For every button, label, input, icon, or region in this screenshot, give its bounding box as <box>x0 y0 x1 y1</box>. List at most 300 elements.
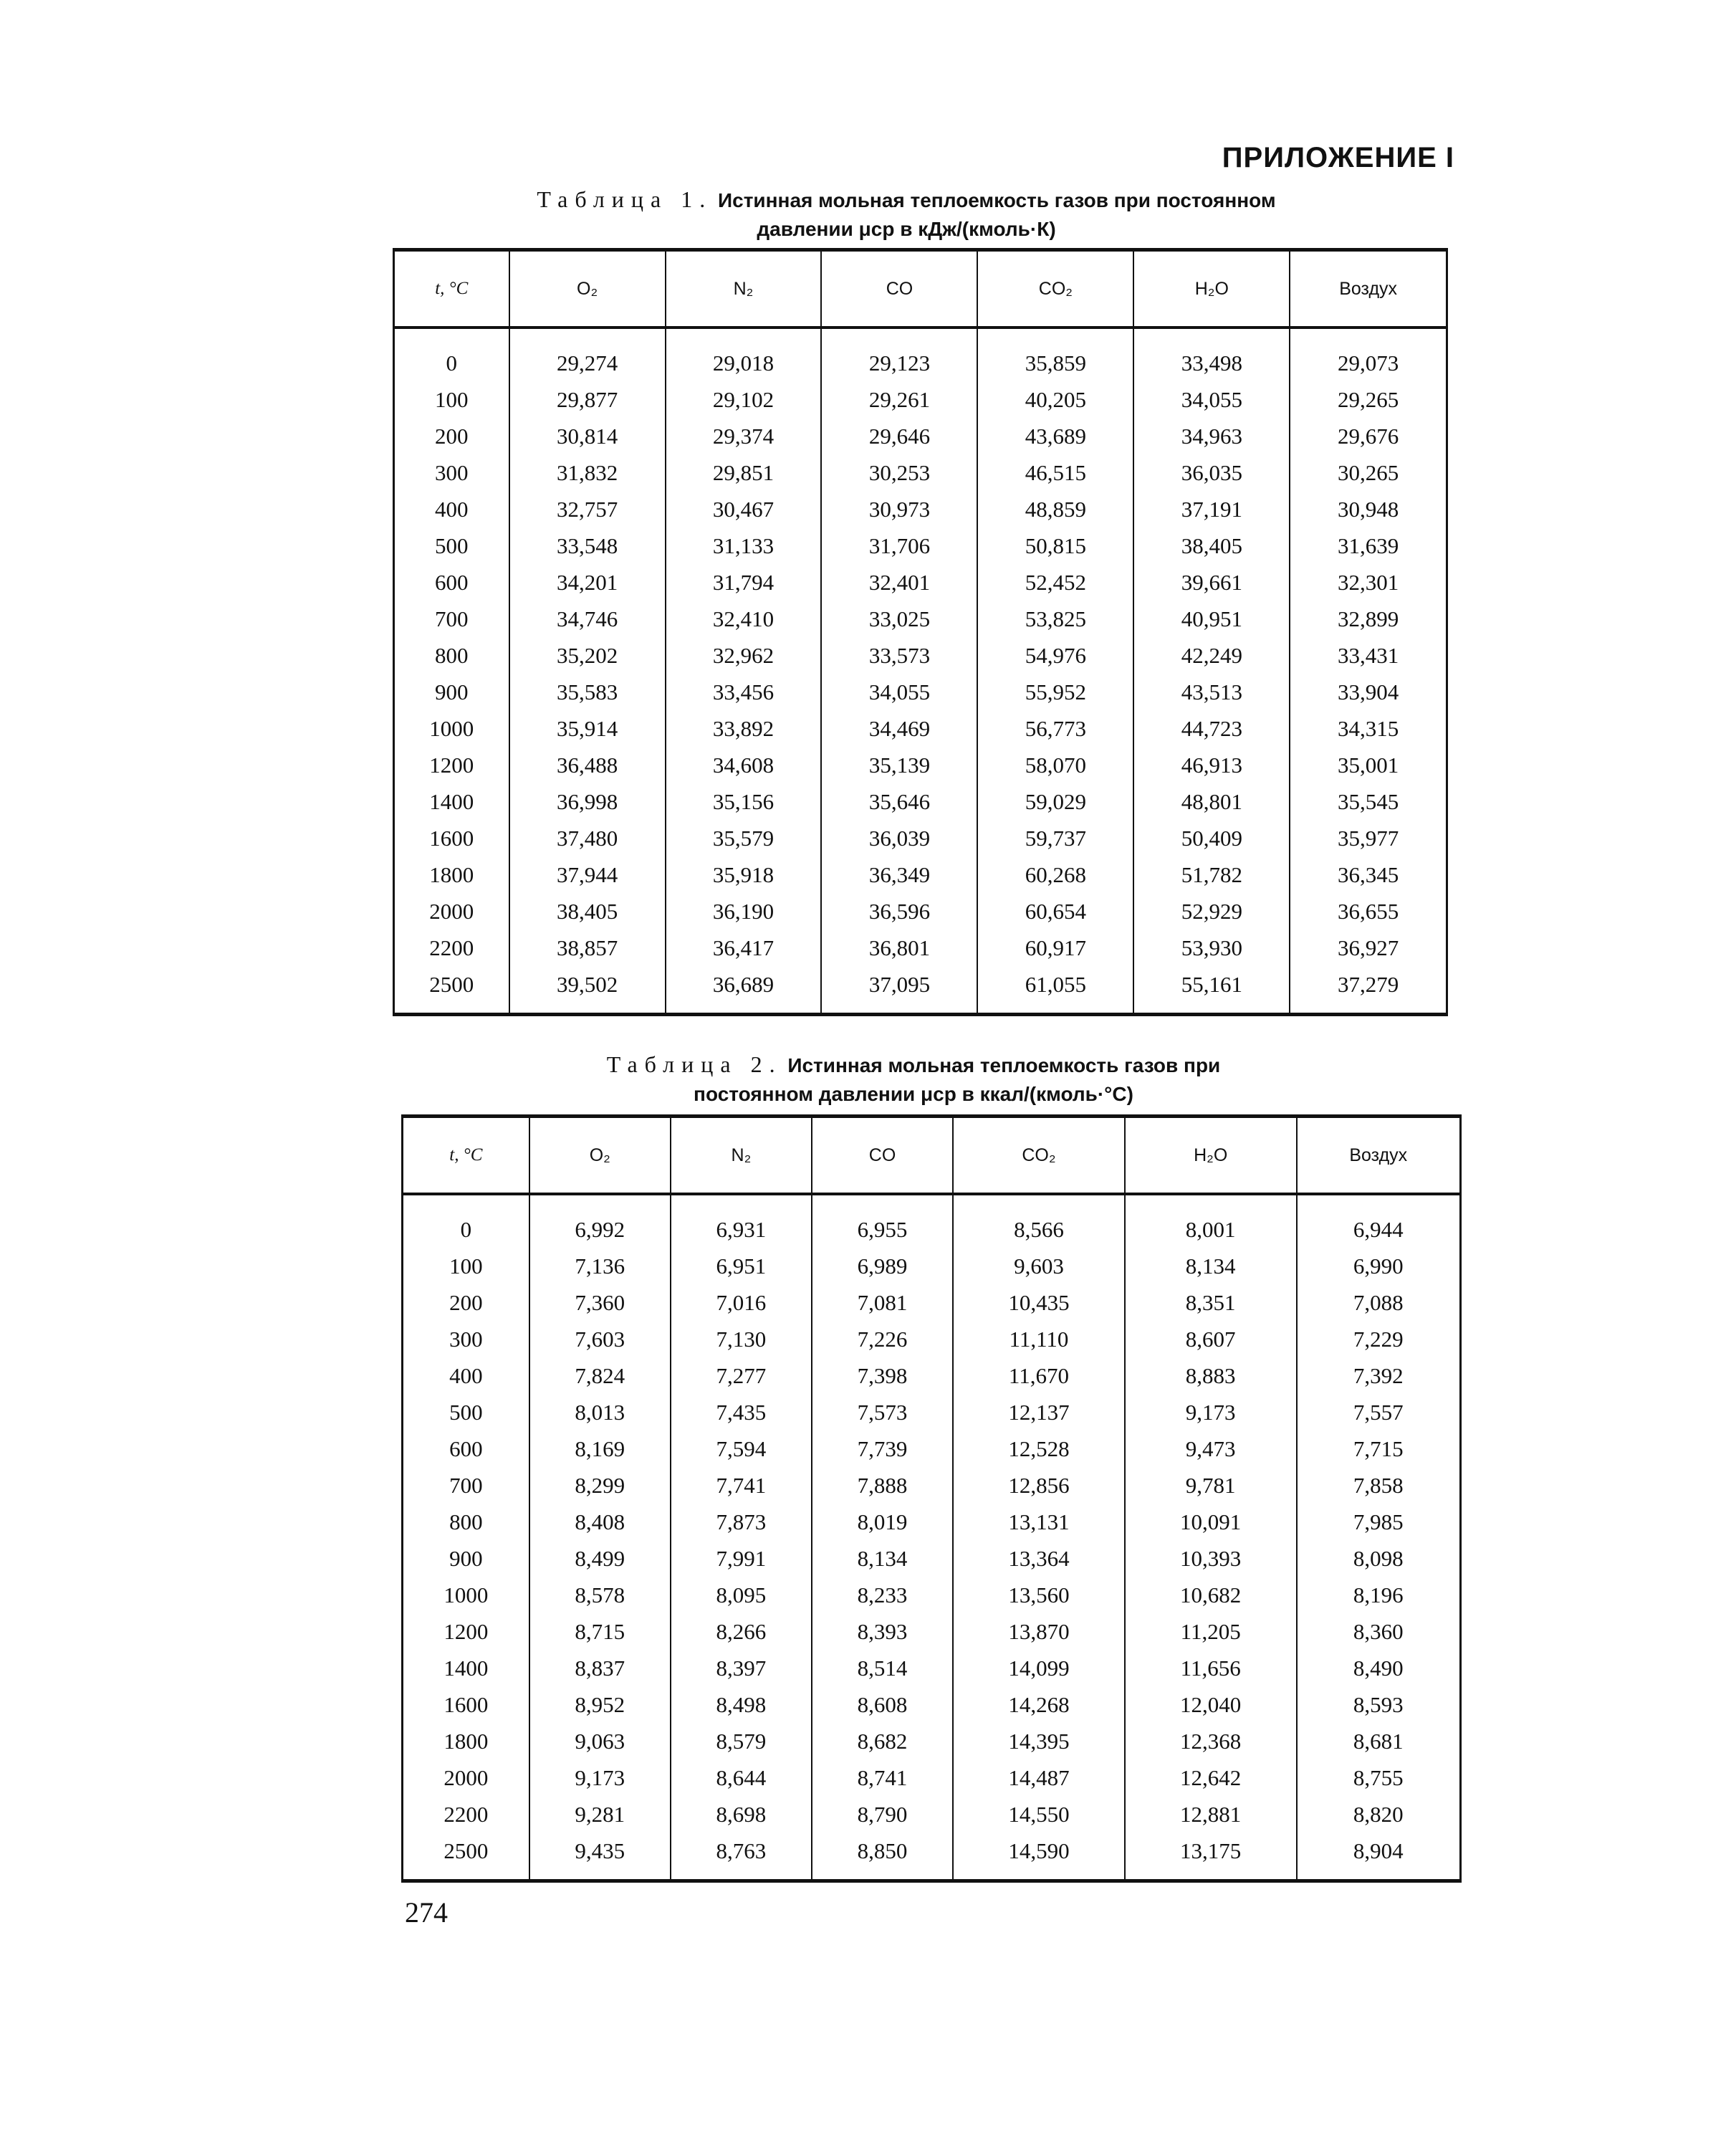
value-cell: 35,156 <box>666 783 822 820</box>
value-cell: 8,266 <box>671 1613 812 1650</box>
column-header: O₂ <box>509 250 666 328</box>
value-cell: 9,063 <box>529 1723 671 1759</box>
value-cell: 36,488 <box>509 747 666 783</box>
value-cell: 8,566 <box>953 1194 1125 1248</box>
value-cell: 43,513 <box>1133 674 1290 710</box>
value-cell: 36,345 <box>1290 856 1447 893</box>
value-cell: 7,715 <box>1297 1430 1461 1467</box>
value-cell: 59,029 <box>977 783 1133 820</box>
value-cell: 50,409 <box>1133 820 1290 856</box>
value-cell: 36,596 <box>821 893 977 930</box>
value-cell: 38,405 <box>509 893 666 930</box>
value-cell: 7,858 <box>1297 1467 1461 1504</box>
value-cell: 8,578 <box>529 1577 671 1613</box>
table2-label: Таблица 2. <box>606 1051 782 1077</box>
temperature-cell: 200 <box>394 418 509 454</box>
appendix-heading: ПРИЛОЖЕНИЕ I <box>1222 142 1454 173</box>
value-cell: 8,013 <box>529 1394 671 1430</box>
column-header: N₂ <box>666 250 822 328</box>
value-cell: 36,190 <box>666 893 822 930</box>
value-cell: 34,963 <box>1133 418 1290 454</box>
value-cell: 30,814 <box>509 418 666 454</box>
table-row <box>403 1321 1461 1357</box>
value-cell: 40,205 <box>977 381 1133 418</box>
value-cell: 9,173 <box>529 1759 671 1796</box>
table1-label: Таблица 1. <box>537 186 713 212</box>
temperature-cell: 700 <box>394 601 509 637</box>
table-row <box>394 820 1447 856</box>
value-cell: 55,161 <box>1133 966 1290 1015</box>
value-cell: 8,299 <box>529 1467 671 1504</box>
column-header: H₂O <box>1133 250 1290 328</box>
temperature-cell: 1600 <box>394 820 509 856</box>
value-cell: 32,410 <box>666 601 822 637</box>
table2-body <box>403 1194 1461 1881</box>
temperature-cell: 2200 <box>394 930 509 966</box>
temperature-cell: 300 <box>394 454 509 491</box>
table-row <box>403 1194 1461 1248</box>
value-cell: 12,137 <box>953 1394 1125 1430</box>
value-cell: 8,579 <box>671 1723 812 1759</box>
value-cell: 56,773 <box>977 710 1133 747</box>
value-cell: 34,201 <box>509 564 666 601</box>
value-cell: 6,989 <box>812 1248 953 1284</box>
column-header: H₂O <box>1125 1117 1297 1195</box>
value-cell: 40,951 <box>1133 601 1290 637</box>
value-cell: 7,392 <box>1297 1357 1461 1394</box>
value-cell: 8,134 <box>812 1540 953 1577</box>
temperature-cell: 700 <box>403 1467 529 1504</box>
value-cell: 7,226 <box>812 1321 953 1357</box>
table-row <box>394 527 1447 564</box>
value-cell: 32,301 <box>1290 564 1447 601</box>
temperature-cell: 400 <box>403 1357 529 1394</box>
temperature-cell: 300 <box>403 1321 529 1357</box>
table-row <box>403 1650 1461 1686</box>
value-cell: 7,991 <box>671 1540 812 1577</box>
value-cell: 39,502 <box>509 966 666 1015</box>
value-cell: 11,670 <box>953 1357 1125 1394</box>
value-cell: 7,229 <box>1297 1321 1461 1357</box>
temperature-cell: 400 <box>394 491 509 527</box>
value-cell: 31,832 <box>509 454 666 491</box>
table-row <box>403 1759 1461 1796</box>
value-cell: 7,360 <box>529 1284 671 1321</box>
table-row <box>394 328 1447 381</box>
value-cell: 7,741 <box>671 1467 812 1504</box>
table1-caption-line1 <box>401 185 1411 215</box>
table-row <box>403 1357 1461 1394</box>
value-cell: 9,173 <box>1125 1394 1297 1430</box>
value-cell: 9,281 <box>529 1796 671 1833</box>
table-row <box>403 1796 1461 1833</box>
value-cell: 46,913 <box>1133 747 1290 783</box>
temperature-cell: 1800 <box>394 856 509 893</box>
value-cell: 8,715 <box>529 1613 671 1650</box>
temperature-cell: 2500 <box>403 1833 529 1881</box>
table-row <box>403 1577 1461 1613</box>
temperature-cell: 1400 <box>394 783 509 820</box>
value-cell: 61,055 <box>977 966 1133 1015</box>
table-row <box>403 1467 1461 1504</box>
value-cell: 7,398 <box>812 1357 953 1394</box>
value-cell: 34,055 <box>1133 381 1290 418</box>
value-cell: 14,590 <box>953 1833 1125 1881</box>
page-number: 274 <box>405 1896 448 1929</box>
value-cell: 7,888 <box>812 1467 953 1504</box>
column-header: CO₂ <box>953 1117 1125 1195</box>
value-cell: 8,837 <box>529 1650 671 1686</box>
value-cell: 29,676 <box>1290 418 1447 454</box>
temperature-cell: 1200 <box>403 1613 529 1650</box>
temperature-cell: 500 <box>403 1394 529 1430</box>
value-cell: 35,859 <box>977 328 1133 381</box>
value-cell: 36,039 <box>821 820 977 856</box>
temperature-cell: 600 <box>403 1430 529 1467</box>
temperature-cell: 1600 <box>403 1686 529 1723</box>
table1-header-row <box>394 250 1447 328</box>
value-cell: 29,851 <box>666 454 822 491</box>
table-row <box>394 637 1447 674</box>
value-cell: 8,490 <box>1297 1650 1461 1686</box>
table2 <box>401 1114 1462 1883</box>
table-row <box>403 1613 1461 1650</box>
value-cell: 8,883 <box>1125 1357 1297 1394</box>
table2-caption-line1 <box>408 1050 1419 1080</box>
value-cell: 36,417 <box>666 930 822 966</box>
table-row <box>394 564 1447 601</box>
value-cell: 14,395 <box>953 1723 1125 1759</box>
table-row <box>403 1248 1461 1284</box>
value-cell: 6,955 <box>812 1194 953 1248</box>
temperature-cell: 1000 <box>394 710 509 747</box>
value-cell: 29,073 <box>1290 328 1447 381</box>
value-cell: 29,374 <box>666 418 822 454</box>
table2-caption-line2: постоянном давлении μcp в ккал/(кмоль·°С) <box>694 1083 1133 1105</box>
value-cell: 8,514 <box>812 1650 953 1686</box>
temperature-cell: 600 <box>394 564 509 601</box>
value-cell: 7,277 <box>671 1357 812 1394</box>
value-cell: 35,914 <box>509 710 666 747</box>
value-cell: 36,035 <box>1133 454 1290 491</box>
value-cell: 43,689 <box>977 418 1133 454</box>
value-cell: 34,055 <box>821 674 977 710</box>
value-cell: 7,081 <box>812 1284 953 1321</box>
temperature-cell: 200 <box>403 1284 529 1321</box>
value-cell: 8,904 <box>1297 1833 1461 1881</box>
value-cell: 30,973 <box>821 491 977 527</box>
table-row <box>394 418 1447 454</box>
table1-caption <box>401 185 1411 244</box>
value-cell: 11,656 <box>1125 1650 1297 1686</box>
value-cell: 7,573 <box>812 1394 953 1430</box>
temperature-cell: 500 <box>394 527 509 564</box>
column-header: Воздух <box>1290 250 1447 328</box>
value-cell: 13,364 <box>953 1540 1125 1577</box>
value-cell: 35,202 <box>509 637 666 674</box>
temperature-cell: 0 <box>403 1194 529 1248</box>
column-header: CO₂ <box>977 250 1133 328</box>
value-cell: 8,397 <box>671 1650 812 1686</box>
value-cell: 8,850 <box>812 1833 953 1881</box>
value-cell: 58,070 <box>977 747 1133 783</box>
column-header: CO <box>821 250 977 328</box>
value-cell: 37,944 <box>509 856 666 893</box>
value-cell: 48,859 <box>977 491 1133 527</box>
value-cell: 33,892 <box>666 710 822 747</box>
table-row <box>394 747 1447 783</box>
value-cell: 36,927 <box>1290 930 1447 966</box>
value-cell: 35,583 <box>509 674 666 710</box>
temperature-cell: 100 <box>394 381 509 418</box>
value-cell: 36,689 <box>666 966 822 1015</box>
value-cell: 9,435 <box>529 1833 671 1881</box>
value-cell: 31,639 <box>1290 527 1447 564</box>
value-cell: 33,904 <box>1290 674 1447 710</box>
value-cell: 7,603 <box>529 1321 671 1357</box>
value-cell: 29,261 <box>821 381 977 418</box>
value-cell: 33,456 <box>666 674 822 710</box>
value-cell: 8,499 <box>529 1540 671 1577</box>
value-cell: 52,452 <box>977 564 1133 601</box>
value-cell: 10,393 <box>1125 1540 1297 1577</box>
value-cell: 30,948 <box>1290 491 1447 527</box>
value-cell: 52,929 <box>1133 893 1290 930</box>
value-cell: 36,801 <box>821 930 977 966</box>
value-cell: 29,018 <box>666 328 822 381</box>
value-cell: 29,265 <box>1290 381 1447 418</box>
value-cell: 8,095 <box>671 1577 812 1613</box>
value-cell: 38,857 <box>509 930 666 966</box>
table-row <box>394 856 1447 893</box>
table-row <box>394 710 1447 747</box>
value-cell: 38,405 <box>1133 527 1290 564</box>
value-cell: 36,349 <box>821 856 977 893</box>
value-cell: 8,001 <box>1125 1194 1297 1248</box>
value-cell: 29,123 <box>821 328 977 381</box>
value-cell: 60,917 <box>977 930 1133 966</box>
value-cell: 60,268 <box>977 856 1133 893</box>
value-cell: 60,654 <box>977 893 1133 930</box>
value-cell: 29,646 <box>821 418 977 454</box>
table-row <box>394 966 1447 1015</box>
value-cell: 35,646 <box>821 783 977 820</box>
value-cell: 31,706 <box>821 527 977 564</box>
value-cell: 35,545 <box>1290 783 1447 820</box>
value-cell: 35,139 <box>821 747 977 783</box>
value-cell: 8,607 <box>1125 1321 1297 1357</box>
table1-title: Истинная мольная теплоемкость газов при постоянном <box>718 189 1276 211</box>
table2-caption <box>408 1050 1419 1109</box>
value-cell: 30,265 <box>1290 454 1447 491</box>
table2-header-row <box>403 1117 1461 1195</box>
value-cell: 34,746 <box>509 601 666 637</box>
value-cell: 33,025 <box>821 601 977 637</box>
value-cell: 30,467 <box>666 491 822 527</box>
value-cell: 37,480 <box>509 820 666 856</box>
value-cell: 33,573 <box>821 637 977 674</box>
value-cell: 14,550 <box>953 1796 1125 1833</box>
value-cell: 13,175 <box>1125 1833 1297 1881</box>
temperature-cell: 100 <box>403 1248 529 1284</box>
temperature-cell: 900 <box>394 674 509 710</box>
table-row <box>403 1686 1461 1723</box>
temperature-cell: 1200 <box>394 747 509 783</box>
value-cell: 10,682 <box>1125 1577 1297 1613</box>
value-cell: 8,763 <box>671 1833 812 1881</box>
value-cell: 36,655 <box>1290 893 1447 930</box>
value-cell: 34,469 <box>821 710 977 747</box>
value-cell: 8,644 <box>671 1759 812 1796</box>
value-cell: 35,977 <box>1290 820 1447 856</box>
column-header: CO <box>812 1117 953 1195</box>
value-cell: 29,877 <box>509 381 666 418</box>
value-cell: 7,873 <box>671 1504 812 1540</box>
table-row <box>394 783 1447 820</box>
value-cell: 13,870 <box>953 1613 1125 1650</box>
value-cell: 12,881 <box>1125 1796 1297 1833</box>
table2-title: Истинная мольная теплоемкость газов при <box>787 1054 1221 1076</box>
temperature-cell: 800 <box>403 1504 529 1540</box>
value-cell: 9,781 <box>1125 1467 1297 1504</box>
table-row <box>403 1504 1461 1540</box>
value-cell: 37,279 <box>1290 966 1447 1015</box>
value-cell: 35,001 <box>1290 747 1447 783</box>
value-cell: 13,560 <box>953 1577 1125 1613</box>
value-cell: 42,249 <box>1133 637 1290 674</box>
value-cell: 11,205 <box>1125 1613 1297 1650</box>
temperature-cell: 2500 <box>394 966 509 1015</box>
value-cell: 10,091 <box>1125 1504 1297 1540</box>
value-cell: 31,133 <box>666 527 822 564</box>
value-cell: 32,962 <box>666 637 822 674</box>
value-cell: 8,681 <box>1297 1723 1461 1759</box>
temperature-cell: 1000 <box>403 1577 529 1613</box>
value-cell: 9,603 <box>953 1248 1125 1284</box>
table-row <box>394 454 1447 491</box>
table-row <box>394 893 1447 930</box>
temperature-cell: 900 <box>403 1540 529 1577</box>
value-cell: 30,253 <box>821 454 977 491</box>
value-cell: 12,528 <box>953 1430 1125 1467</box>
value-cell: 7,130 <box>671 1321 812 1357</box>
value-cell: 37,191 <box>1133 491 1290 527</box>
value-cell: 14,487 <box>953 1759 1125 1796</box>
value-cell: 8,608 <box>812 1686 953 1723</box>
value-cell: 31,794 <box>666 564 822 601</box>
value-cell: 8,755 <box>1297 1759 1461 1796</box>
value-cell: 7,557 <box>1297 1394 1461 1430</box>
value-cell: 53,825 <box>977 601 1133 637</box>
temperature-cell: 2000 <box>394 893 509 930</box>
value-cell: 8,698 <box>671 1796 812 1833</box>
value-cell: 7,985 <box>1297 1504 1461 1540</box>
value-cell: 10,435 <box>953 1284 1125 1321</box>
value-cell: 59,737 <box>977 820 1133 856</box>
temperature-cell: 1800 <box>403 1723 529 1759</box>
column-header: Воздух <box>1297 1117 1461 1195</box>
value-cell: 8,233 <box>812 1577 953 1613</box>
value-cell: 44,723 <box>1133 710 1290 747</box>
value-cell: 50,815 <box>977 527 1133 564</box>
value-cell: 12,856 <box>953 1467 1125 1504</box>
column-header: O₂ <box>529 1117 671 1195</box>
temperature-cell: 1400 <box>403 1650 529 1686</box>
value-cell: 8,682 <box>812 1723 953 1759</box>
table-row <box>403 1430 1461 1467</box>
temperature-cell: 0 <box>394 328 509 381</box>
table-row <box>403 1540 1461 1577</box>
table1-body <box>394 328 1447 1015</box>
value-cell: 8,360 <box>1297 1613 1461 1650</box>
value-cell: 6,944 <box>1297 1194 1461 1248</box>
value-cell: 7,739 <box>812 1430 953 1467</box>
value-cell: 8,019 <box>812 1504 953 1540</box>
temperature-cell: 800 <box>394 637 509 674</box>
value-cell: 6,990 <box>1297 1248 1461 1284</box>
value-cell: 32,757 <box>509 491 666 527</box>
table-row <box>403 1394 1461 1430</box>
value-cell: 8,408 <box>529 1504 671 1540</box>
value-cell: 8,098 <box>1297 1540 1461 1577</box>
value-cell: 6,931 <box>671 1194 812 1248</box>
value-cell: 9,473 <box>1125 1430 1297 1467</box>
value-cell: 8,134 <box>1125 1248 1297 1284</box>
table-row <box>394 381 1447 418</box>
table-row <box>394 601 1447 637</box>
value-cell: 54,976 <box>977 637 1133 674</box>
value-cell: 7,136 <box>529 1248 671 1284</box>
temperature-cell: 2200 <box>403 1796 529 1833</box>
value-cell: 55,952 <box>977 674 1133 710</box>
table-row <box>403 1723 1461 1759</box>
value-cell: 33,431 <box>1290 637 1447 674</box>
value-cell: 7,435 <box>671 1394 812 1430</box>
value-cell: 35,579 <box>666 820 822 856</box>
value-cell: 39,661 <box>1133 564 1290 601</box>
value-cell: 14,268 <box>953 1686 1125 1723</box>
value-cell: 34,315 <box>1290 710 1447 747</box>
table1-caption-line2: давлении μcp в кДж/(кмоль·К) <box>757 218 1056 240</box>
value-cell: 12,642 <box>1125 1759 1297 1796</box>
value-cell: 8,351 <box>1125 1284 1297 1321</box>
value-cell: 7,824 <box>529 1357 671 1394</box>
column-header: t, °C <box>394 250 509 328</box>
value-cell: 33,548 <box>509 527 666 564</box>
value-cell: 8,393 <box>812 1613 953 1650</box>
value-cell: 13,131 <box>953 1504 1125 1540</box>
value-cell: 6,992 <box>529 1194 671 1248</box>
value-cell: 7,088 <box>1297 1284 1461 1321</box>
value-cell: 8,593 <box>1297 1686 1461 1723</box>
value-cell: 32,401 <box>821 564 977 601</box>
value-cell: 8,196 <box>1297 1577 1461 1613</box>
table-row <box>403 1833 1461 1881</box>
value-cell: 12,040 <box>1125 1686 1297 1723</box>
value-cell: 6,951 <box>671 1248 812 1284</box>
value-cell: 32,899 <box>1290 601 1447 637</box>
value-cell: 29,274 <box>509 328 666 381</box>
value-cell: 8,741 <box>812 1759 953 1796</box>
value-cell: 11,110 <box>953 1321 1125 1357</box>
value-cell: 8,952 <box>529 1686 671 1723</box>
value-cell: 7,594 <box>671 1430 812 1467</box>
table-row <box>394 674 1447 710</box>
value-cell: 37,095 <box>821 966 977 1015</box>
value-cell: 14,099 <box>953 1650 1125 1686</box>
value-cell: 7,016 <box>671 1284 812 1321</box>
value-cell: 8,820 <box>1297 1796 1461 1833</box>
